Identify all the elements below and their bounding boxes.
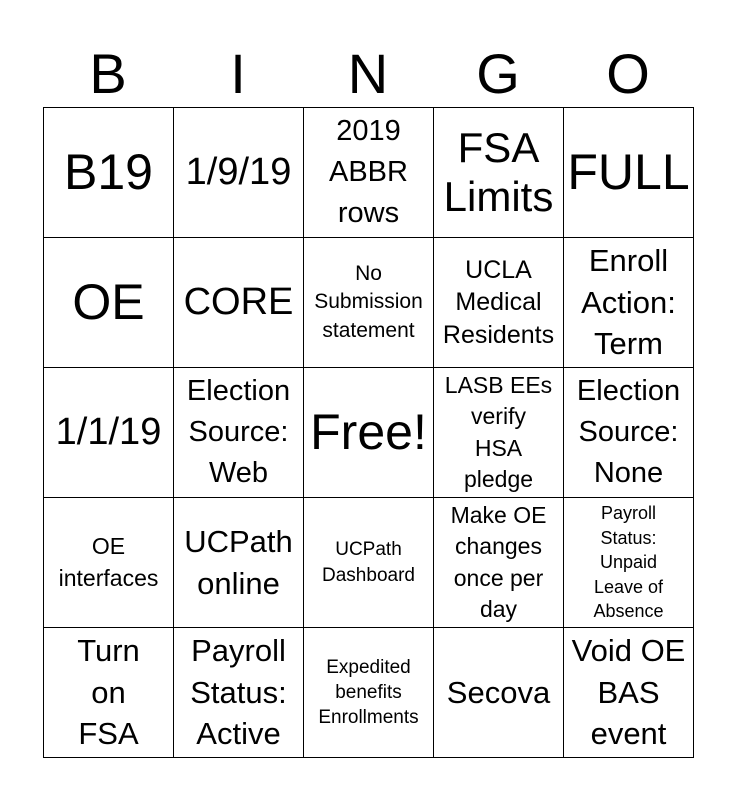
bingo-cell[interactable] bbox=[174, 238, 304, 368]
bingo-cell[interactable] bbox=[174, 628, 304, 758]
bingo-cell[interactable] bbox=[434, 498, 564, 628]
bingo-header bbox=[43, 40, 693, 108]
bingo-cell[interactable] bbox=[564, 498, 694, 628]
header-letter-n: N bbox=[347, 42, 389, 105]
cell-text: 2019 ABBR rows bbox=[329, 114, 408, 230]
bingo-cell[interactable] bbox=[174, 108, 304, 238]
cell-text: Expedited benefits Enrollments bbox=[318, 656, 419, 729]
cell-text: Secova bbox=[446, 674, 551, 710]
bingo-cell[interactable] bbox=[564, 628, 694, 758]
header-letter-b: B bbox=[89, 42, 127, 105]
bingo-cell[interactable] bbox=[304, 498, 434, 628]
cell-text: B19 bbox=[64, 144, 153, 200]
free-space-text: Free! bbox=[310, 404, 427, 460]
cell-text: Make OE changes once per day bbox=[450, 502, 547, 622]
cell-text: FULL bbox=[567, 144, 690, 200]
cell-text: Enroll Action: Term bbox=[581, 242, 676, 362]
cell-text: Payroll Status: Active bbox=[190, 632, 287, 752]
cell-text: Payroll Status: Unpaid Leave of Absence bbox=[593, 502, 664, 622]
cell-text: UCLA Medical Residents bbox=[442, 255, 555, 349]
bingo-cell[interactable] bbox=[434, 368, 564, 498]
cell-text: 1/1/19 bbox=[55, 410, 162, 453]
bingo-cell[interactable] bbox=[564, 238, 694, 368]
header-letter-o: O bbox=[606, 42, 650, 105]
cell-text: Election Source: None bbox=[576, 374, 681, 490]
cell-text: LASB EEs verify HSA pledge bbox=[444, 372, 553, 492]
bingo-cell[interactable] bbox=[44, 108, 174, 238]
cell-text: 1/9/19 bbox=[185, 150, 292, 193]
cell-text: No Submission statement bbox=[314, 261, 423, 342]
bingo-cell[interactable] bbox=[304, 628, 434, 758]
free-space-cell[interactable] bbox=[304, 368, 434, 498]
cell-text: CORE bbox=[183, 280, 294, 323]
bingo-cell[interactable] bbox=[434, 238, 564, 368]
cell-text: Turn on FSA bbox=[77, 632, 140, 752]
cell-text: Election Source: Web bbox=[186, 374, 291, 490]
bingo-cell[interactable] bbox=[434, 108, 564, 238]
cell-text: UCPath online bbox=[184, 523, 293, 601]
bingo-cell[interactable] bbox=[44, 368, 174, 498]
bingo-cell[interactable] bbox=[44, 498, 174, 628]
bingo-card-grid bbox=[43, 107, 694, 758]
cell-text: UCPath Dashboard bbox=[322, 539, 415, 586]
cell-text: FSA Limits bbox=[443, 124, 554, 220]
bingo-cell[interactable] bbox=[304, 108, 434, 238]
bingo-cell[interactable] bbox=[44, 238, 174, 368]
bingo-cell[interactable] bbox=[564, 108, 694, 238]
cell-text: OE interfaces bbox=[58, 533, 159, 591]
cell-text: Void OE BAS event bbox=[571, 632, 686, 752]
cell-text: OE bbox=[72, 274, 145, 330]
bingo-cell[interactable] bbox=[44, 628, 174, 758]
header-letter-i: I bbox=[230, 42, 246, 105]
bingo-cell[interactable] bbox=[304, 238, 434, 368]
bingo-cell[interactable] bbox=[434, 628, 564, 758]
bingo-cell[interactable] bbox=[174, 498, 304, 628]
bingo-cell[interactable] bbox=[174, 368, 304, 498]
header-letter-g: G bbox=[476, 42, 520, 105]
bingo-cell[interactable] bbox=[564, 368, 694, 498]
